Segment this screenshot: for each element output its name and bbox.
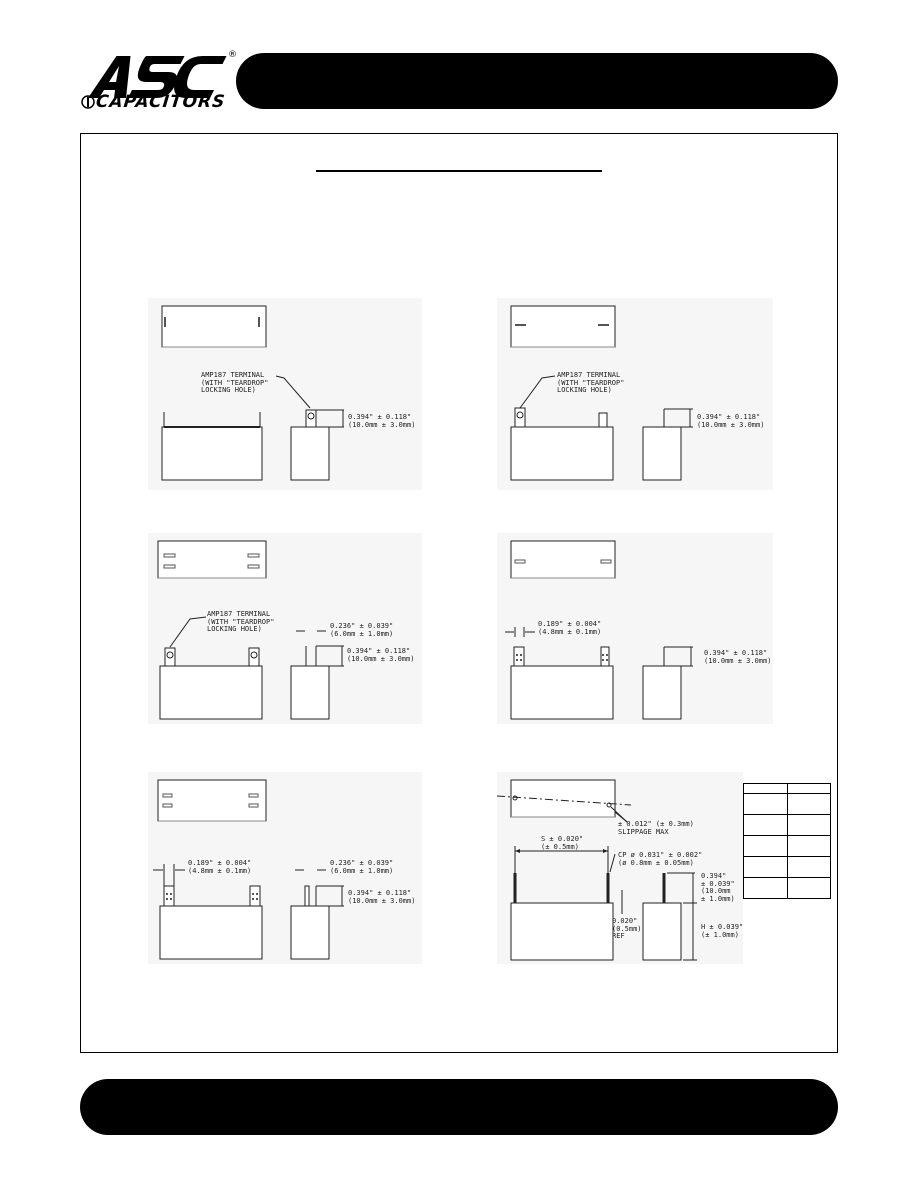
lead-length-label: 0.394" ± 0.118" (10.0mm ± 3.0mm): [704, 649, 772, 665]
pin-length-label: 0.394" ± 0.039" (10.0mm ± 1.0mm): [701, 872, 735, 903]
dimension-table: [743, 783, 831, 899]
lead-length-label: 0.394" ± 0.118" (10.0mm ± 3.0mm): [348, 889, 416, 905]
pc-pin-style-panel: [497, 772, 743, 964]
table-cell: [744, 815, 788, 836]
reference-height-label: 0.020" (0.5mm) REF: [612, 917, 642, 940]
amp-terminal-label: AMP187 TERMINAL (WITH "TEARDROP" LOCKING HOLE): [207, 610, 275, 633]
registered-mark: ®: [228, 50, 237, 60]
lead-length-label: 0.394" ± 0.118" (10.0mm ± 3.0mm): [347, 647, 415, 663]
table-cell: [744, 878, 788, 899]
amp-terminal-label: AMP187 TERMINAL (WITH "TEARDROP" LOCKING HOLE): [557, 371, 625, 394]
table-cell: [787, 784, 831, 794]
table-cell: [744, 836, 788, 857]
terminal-style-panel-2: [497, 298, 773, 490]
terminal-style-panel-5: [148, 772, 422, 964]
terminal-width-label: 0.189" ± 0.004" (4.8mm ± 0.1mm): [538, 620, 602, 636]
terminal-style-panel-1: [148, 298, 422, 490]
footer-bar: [80, 1079, 838, 1135]
amp-terminal-label: AMP187 TERMINAL (WITH "TEARDROP" LOCKING HOLE): [201, 371, 269, 394]
terminal-width-label-2: 0.236" ± 0.039" (6.0mm ± 1.0mm): [330, 859, 394, 875]
terminal-style-panel-3: [148, 533, 422, 724]
body-height-label: H ± 0.039" (± 1.0mm): [701, 923, 744, 939]
table-cell: [787, 815, 831, 836]
capacitor-symbol-icon: [81, 95, 95, 109]
header-bar: [236, 53, 838, 109]
table-cell: [787, 857, 831, 878]
terminal-width-label: 0.236" ± 0.039" (6.0mm ± 1.0mm): [330, 622, 394, 638]
title-underline: [316, 170, 602, 172]
table-cell: [744, 784, 788, 794]
table-cell: [744, 794, 788, 815]
pin-diameter-label: CP ø 0.031" ± 0.002" (ø 0.8mm ± 0.05mm): [618, 851, 703, 867]
table-cell: [787, 794, 831, 815]
lead-length-label: 0.394" ± 0.118" (10.0mm ± 3.0mm): [348, 413, 416, 429]
capacitors-wordmark: CAPACITORS: [94, 92, 227, 112]
table-cell: [787, 836, 831, 857]
lead-length-label: 0.394" ± 0.118" (10.0mm ± 3.0mm): [697, 413, 765, 429]
asc-capacitors-logo: [78, 50, 240, 116]
terminal-style-panel-4: [497, 533, 773, 724]
slippage-label: ± 0.012" (± 0.3mm) SLIPPAGE MAX: [618, 820, 694, 836]
table-cell: [744, 857, 788, 878]
table-cell: [787, 878, 831, 899]
terminal-width-label: 0.189" ± 0.004" (4.8mm ± 0.1mm): [188, 859, 252, 875]
pin-spacing-label: S ± 0.020" (± 0.5mm): [541, 835, 584, 851]
